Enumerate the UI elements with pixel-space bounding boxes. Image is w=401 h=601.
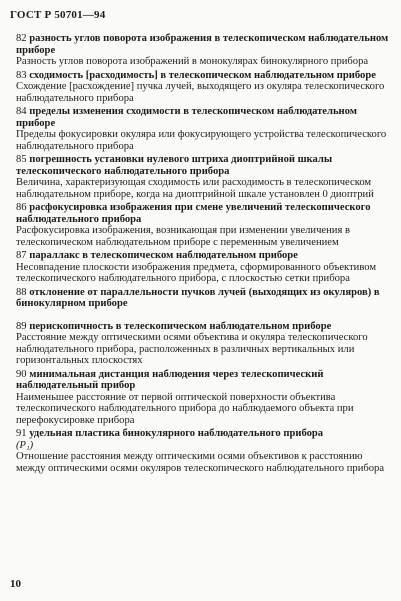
term-entry-84 [16,106,392,152]
term-definition: Наименьшее расстояние от первой оптической поверхности объектива телескопического наблюдательного прибора до наблюдаемого объекта при перефокусировке прибора [16,391,354,426]
term-number: 91 [16,428,27,439]
term-definition: Несовпадение плоскости изображения предмета, сформированного объективом телескопического наблюдательного прибора, с плоскостью сетки прибора [16,261,377,284]
term-entry-86 [16,202,392,248]
term-number: 89 [16,320,27,332]
term-number: 84 [16,106,27,117]
page-number: 10 [10,578,21,590]
term-title: разность углов поворота изображения в телескопическом наблюдательном приборе [16,33,389,56]
term-number: 86 [16,202,27,213]
term-definition: Пределы фокусировки окуляра или фокусирующего устройства телескопического наблюдательного прибора [16,129,387,152]
term-entry-87 [16,250,392,285]
term-definition: Величина, характеризующая сходимость или расходимость в телескопическом наблюдательном приборе, когда на диоптрийной шкале установлен 0 диоптрий [16,177,374,200]
term-definition: Расфокусировка изображения, возникающая при изменении увеличения в телескопическом наблюдательном приборе с переменным увеличением [16,225,350,248]
term-number: 85 [16,154,27,165]
term-entry-90 [16,369,392,427]
term-number: 88 [16,286,27,298]
term-title: отклонение от параллельности пучков лучей (выходящих из окуляров) в бинокулярном приборе [16,286,380,309]
term-title: перископичность в телескопическом наблюдательном приборе [29,320,332,332]
term-definition: Схождение [расхождение] пучка лучей, выходящего из окуляра телескопического наблюдательного прибора [16,81,385,104]
term-title: параллакс в телескопическом наблюдательном приборе [29,250,298,261]
term-title: пределы изменения сходимости в телескопическом наблюдательном приборе [16,106,357,129]
term-number: 82 [16,33,27,44]
term-entry-89 [16,321,392,367]
term-title: минимальная дистанция наблюдения через телескопический наблюдательный прибор [16,368,324,391]
term-entry-91 [16,428,392,474]
term-title: расфокусировка изображения при смене увеличений телескопического наблюдательного прибора [16,202,371,225]
term-number: 83 [16,69,27,81]
terms-list [16,33,392,476]
term-definition: Отношение расстояния между оптическими осями объективов к расстоянию между оптическими осями окуляров телескопического наблюдательного прибора [16,451,385,474]
term-number: 87 [16,250,27,261]
term-entry-85 [16,154,392,200]
term-title: удельная пластика бинокулярного наблюдательного прибора [29,428,324,439]
section-gap [16,310,392,321]
term-entry-82 [16,33,392,68]
term-symbol: (P₁) [16,439,34,451]
term-definition: Расстояние между оптическими осями объектива и окуляра телескопического наблюдательного прибора, расположенных в различных вертикальных или горизонтальных плоскостях [16,332,368,366]
standard-header: ГОСТ Р 50701—94 [10,9,106,21]
term-entry-83 [16,70,392,105]
term-entry-88 [16,287,392,310]
term-number: 90 [16,368,27,380]
term-title: погрешность установки нулевого штриха диоптрийной шкалы телескопического наблюдательного прибора [16,154,333,177]
term-definition: Разность углов поворота изображений в монокулярах бинокулярного прибора [16,56,369,67]
term-title: сходимость [расходимость] в телескопическом наблюдательном приборе [29,69,376,81]
